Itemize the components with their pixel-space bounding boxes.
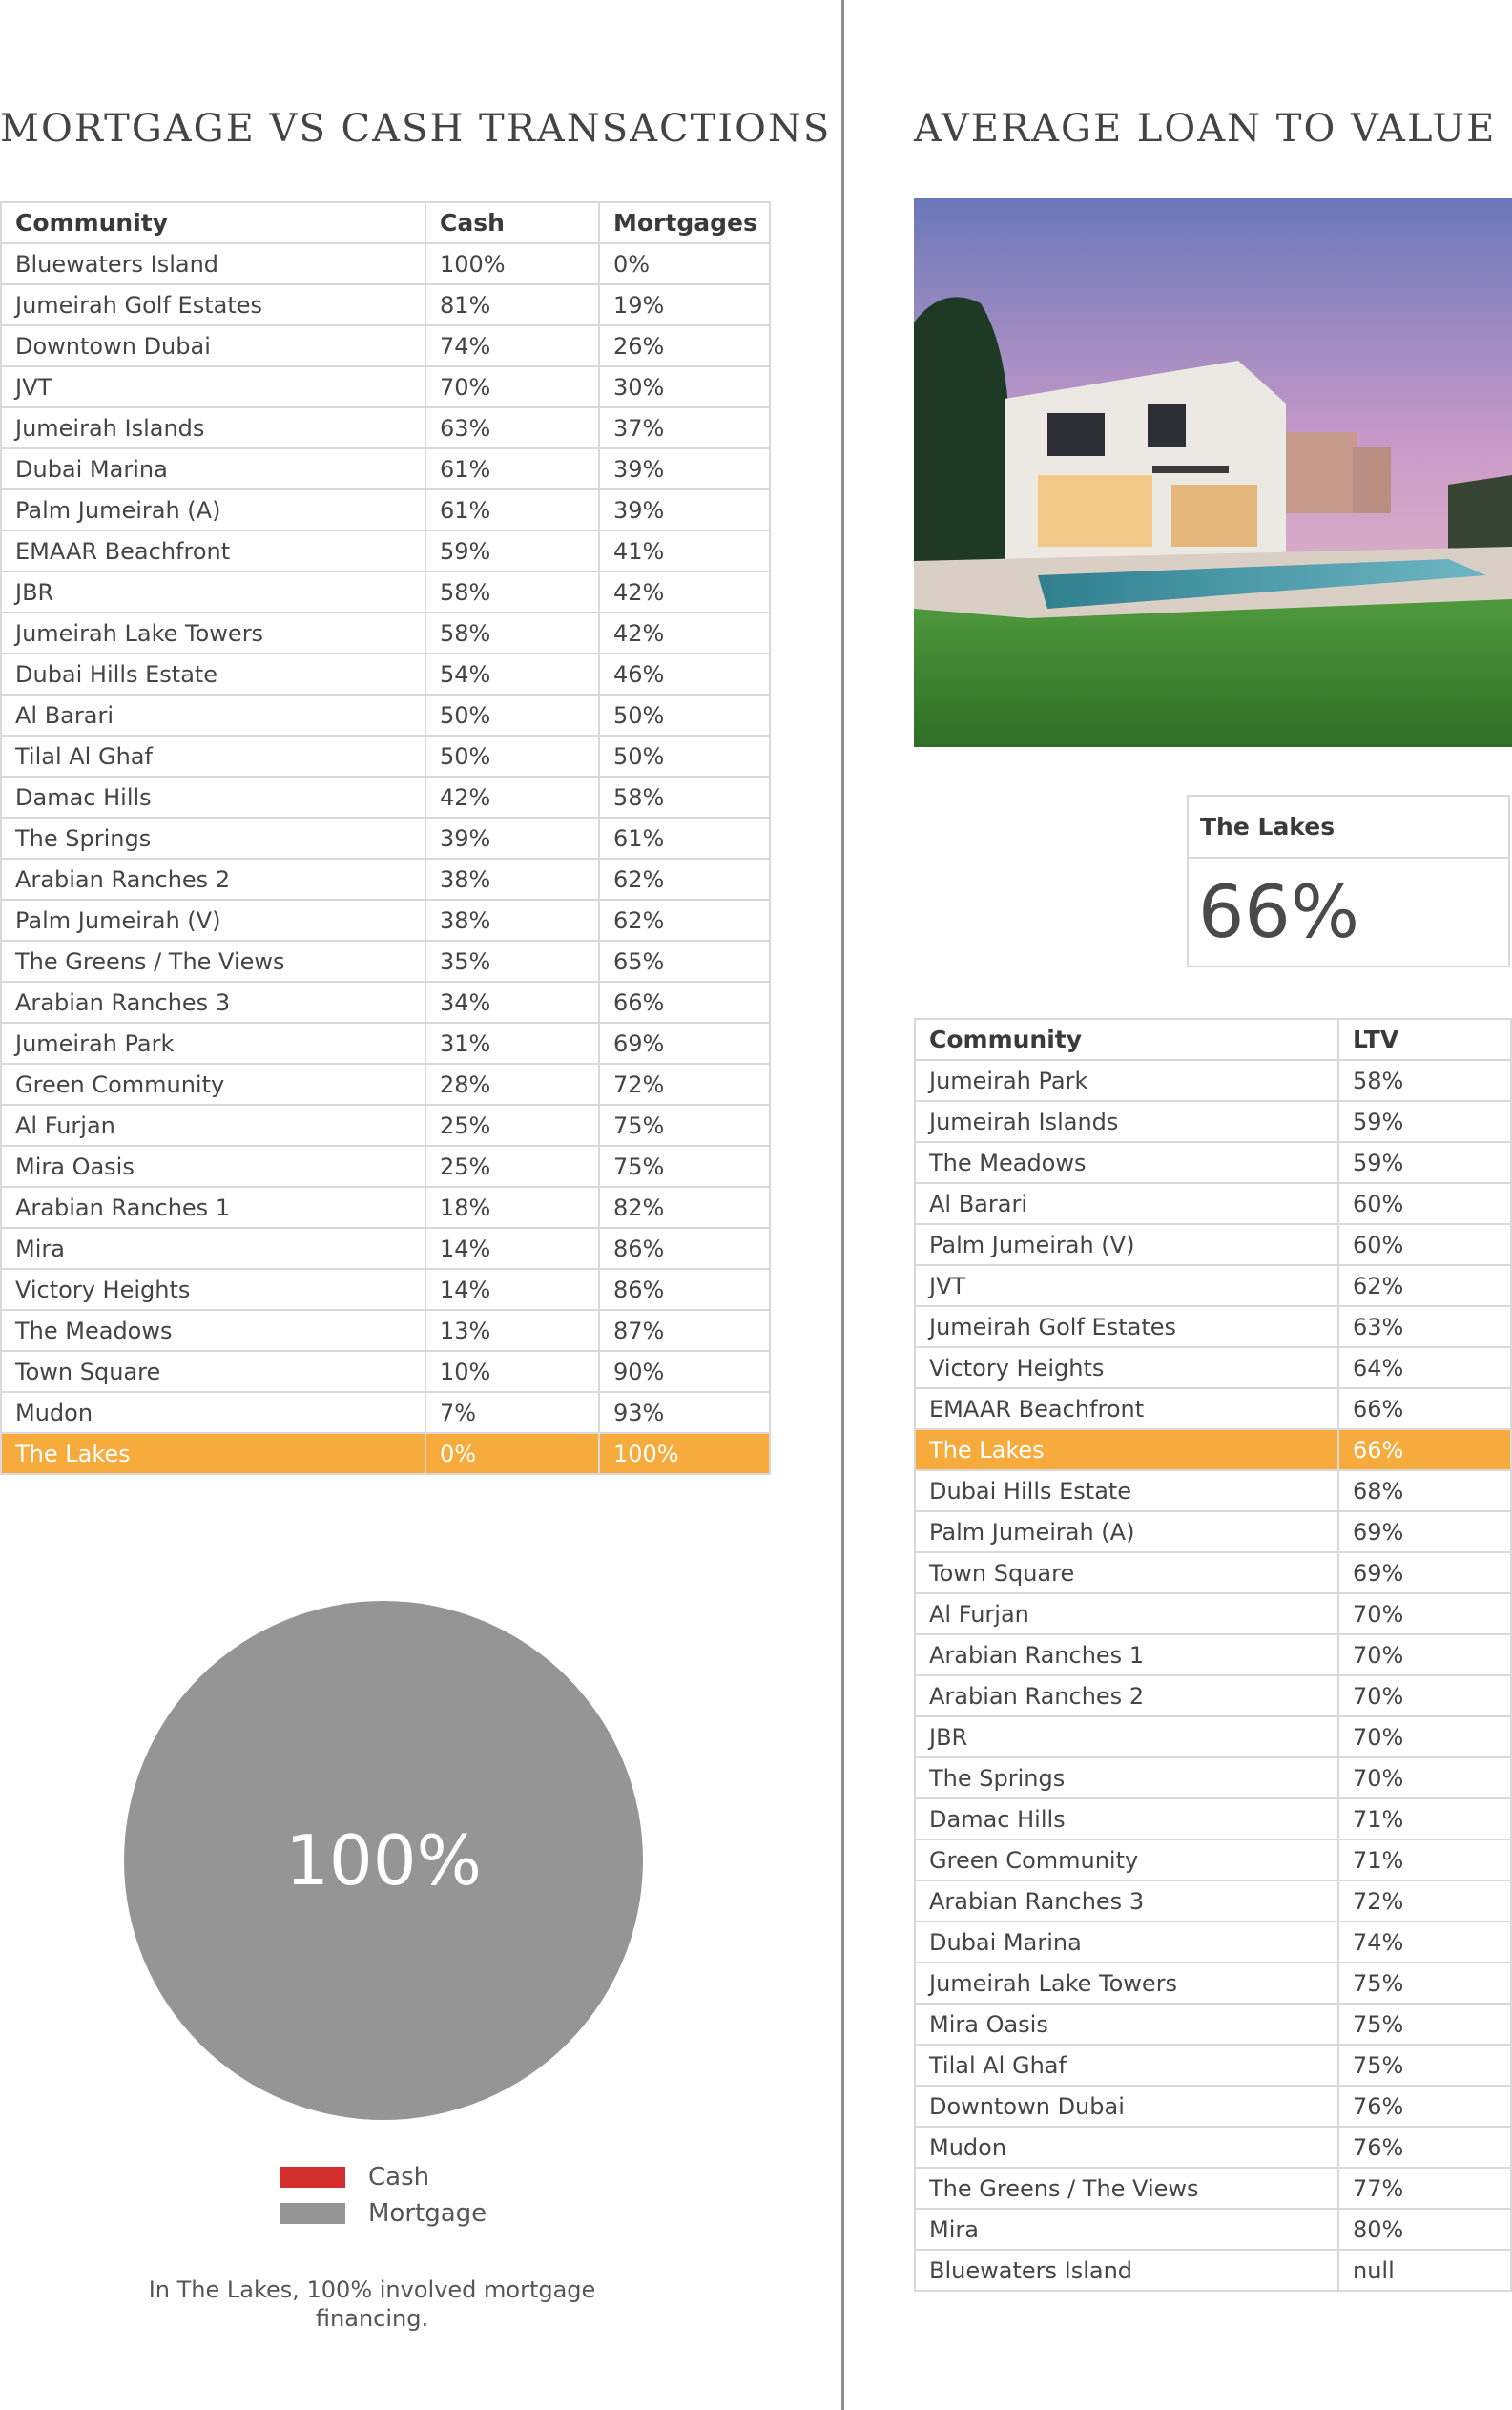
value-cell: 54% (425, 654, 599, 695)
table-row (1, 777, 770, 818)
table-row (915, 1839, 1511, 1880)
value-cell: 59% (1338, 1101, 1511, 1142)
value-cell: 75% (1338, 2004, 1511, 2045)
community-cell: Palm Jumeirah (V) (1, 900, 425, 941)
table-row (1, 736, 770, 777)
value-cell: 70% (425, 366, 599, 407)
community-cell: Jumeirah Islands (915, 1101, 1338, 1142)
community-cell: Dubai Marina (915, 1922, 1338, 1963)
table-row (915, 1511, 1511, 1552)
table-row (915, 1142, 1511, 1183)
value-cell: 62% (1338, 1265, 1511, 1306)
community-cell: Arabian Ranches 2 (1, 859, 425, 900)
value-cell: 26% (599, 325, 770, 366)
table-row (1, 243, 770, 284)
community-cell: Mudon (1, 1392, 425, 1433)
table-row (1, 613, 770, 654)
value-cell: 71% (1338, 1798, 1511, 1839)
table-row (1, 1433, 770, 1474)
value-cell: 66% (599, 982, 770, 1023)
table-row (1, 530, 770, 571)
value-cell: 61% (425, 448, 599, 489)
value-cell: 18% (425, 1187, 599, 1228)
value-cell: 37% (599, 407, 770, 448)
value-cell: 58% (599, 777, 770, 818)
value-cell: 31% (425, 1023, 599, 1064)
table-row (915, 1101, 1511, 1142)
value-cell: 72% (1338, 1880, 1511, 1922)
value-cell: 86% (599, 1269, 770, 1310)
the-lakes-ltv-card (1187, 795, 1510, 967)
value-cell: 68% (1338, 1470, 1511, 1511)
table-row (1, 1228, 770, 1269)
value-cell: 65% (599, 941, 770, 982)
value-cell: 75% (1338, 2045, 1511, 2086)
value-cell: 70% (1338, 1675, 1511, 1716)
value-cell: 30% (599, 366, 770, 407)
table-row (1, 366, 770, 407)
community-cell: Palm Jumeirah (A) (1, 489, 425, 530)
table-row (1, 982, 770, 1023)
legend-label: Cash (368, 2163, 430, 2192)
community-cell: The Springs (1, 818, 425, 859)
value-cell: 58% (1338, 1060, 1511, 1101)
value-cell: 39% (425, 818, 599, 859)
legend-item-mortgage (280, 2195, 487, 2232)
community-cell: JVT (915, 1265, 1338, 1306)
mortgage-vs-cash-heading: MORTGAGE VS CASH TRANSACTIONS (0, 107, 832, 151)
community-cell: The Lakes (915, 1429, 1338, 1470)
value-cell: 39% (599, 489, 770, 530)
average-ltv-heading: AVERAGE LOAN TO VALUE (914, 107, 1497, 151)
community-cell: Arabian Ranches 3 (1, 982, 425, 1023)
column-divider (841, 0, 844, 2410)
community-cell: The Greens / The Views (1, 941, 425, 982)
table-row (915, 1265, 1511, 1306)
table-row (915, 1429, 1511, 1470)
column-header: Mortgages (599, 202, 770, 243)
value-cell: 86% (599, 1228, 770, 1269)
table-row (915, 2127, 1511, 2168)
value-cell: 63% (1338, 1306, 1511, 1347)
pie-legend (280, 2159, 487, 2232)
legend-item-cash (280, 2159, 487, 2195)
table-row (915, 2209, 1511, 2250)
community-cell: Bluewaters Island (1, 243, 425, 284)
pie-caption: In The Lakes, 100% involved mortgage financing. (148, 2276, 596, 2332)
value-cell: 75% (599, 1105, 770, 1146)
table-row (1, 1310, 770, 1351)
value-cell: 69% (1338, 1552, 1511, 1593)
table-row (915, 1388, 1511, 1429)
legend-label: Mortgage (368, 2199, 487, 2228)
table-row (915, 2004, 1511, 2045)
value-cell: 70% (1338, 1757, 1511, 1798)
community-cell: Jumeirah Park (915, 1060, 1338, 1101)
value-cell: 82% (599, 1187, 770, 1228)
community-cell: Green Community (915, 1839, 1338, 1880)
table-row (1, 654, 770, 695)
value-cell: 41% (599, 530, 770, 571)
community-cell: JVT (1, 366, 425, 407)
value-cell: 50% (425, 695, 599, 736)
value-cell: 74% (425, 325, 599, 366)
community-cell: EMAAR Beachfront (1, 530, 425, 571)
value-cell: 58% (425, 613, 599, 654)
community-cell: Arabian Ranches 1 (1, 1187, 425, 1228)
community-cell: Green Community (1, 1064, 425, 1105)
value-cell: 75% (1338, 1963, 1511, 2004)
table-row (1, 941, 770, 982)
legend-swatch-cash (280, 2167, 345, 2188)
table-row (915, 1634, 1511, 1675)
community-cell: The Lakes (1, 1433, 425, 1474)
community-cell: Al Barari (915, 1183, 1338, 1224)
value-cell: 50% (599, 695, 770, 736)
community-cell: Tilal Al Ghaf (1, 736, 425, 777)
value-cell: 28% (425, 1064, 599, 1105)
column-header: Cash (425, 202, 599, 243)
value-cell: 87% (599, 1310, 770, 1351)
table-header-row (915, 1019, 1511, 1060)
value-cell: 71% (1338, 1839, 1511, 1880)
table-row (915, 1306, 1511, 1347)
table-row (915, 1716, 1511, 1757)
table-row (1, 1269, 770, 1310)
community-cell: Arabian Ranches 3 (915, 1880, 1338, 1922)
value-cell: 61% (599, 818, 770, 859)
value-cell: 0% (599, 243, 770, 284)
community-cell: Tilal Al Ghaf (915, 2045, 1338, 2086)
value-cell: 25% (425, 1146, 599, 1187)
value-cell: 7% (425, 1392, 599, 1433)
value-cell: 100% (599, 1433, 770, 1474)
column-header: Community (915, 1019, 1338, 1060)
table-row (1, 284, 770, 325)
table-row (915, 1963, 1511, 2004)
value-cell: 42% (599, 613, 770, 654)
table-row (1, 1351, 770, 1392)
table-row (1, 571, 770, 613)
community-cell: Dubai Marina (1, 448, 425, 489)
community-cell: EMAAR Beachfront (915, 1388, 1338, 1429)
value-cell: 38% (425, 900, 599, 941)
value-cell: 77% (1338, 2168, 1511, 2209)
value-cell: 76% (1338, 2127, 1511, 2168)
table-row (1, 1187, 770, 1228)
value-cell: 74% (1338, 1922, 1511, 1963)
community-cell: Town Square (1, 1351, 425, 1392)
value-cell: 81% (425, 284, 599, 325)
value-cell: 46% (599, 654, 770, 695)
community-cell: Jumeirah Lake Towers (1, 613, 425, 654)
value-cell: 75% (599, 1146, 770, 1187)
table-row (1, 695, 770, 736)
community-cell: Jumeirah Golf Estates (915, 1306, 1338, 1347)
community-cell: Mira Oasis (915, 2004, 1338, 2045)
value-cell: 63% (425, 407, 599, 448)
table-row (1, 489, 770, 530)
table-row (915, 1757, 1511, 1798)
table-row (915, 1922, 1511, 1963)
community-cell: The Meadows (1, 1310, 425, 1351)
community-cell: Arabian Ranches 1 (915, 1634, 1338, 1675)
value-cell: 13% (425, 1310, 599, 1351)
table-row (1, 407, 770, 448)
table-row (1, 1392, 770, 1433)
table-header-row (1, 202, 770, 243)
value-cell: 38% (425, 859, 599, 900)
community-cell: Downtown Dubai (915, 2086, 1338, 2127)
community-cell: Al Furjan (915, 1593, 1338, 1634)
value-cell: 19% (599, 284, 770, 325)
community-cell: Damac Hills (915, 1798, 1338, 1839)
value-cell: 70% (1338, 1634, 1511, 1675)
table-row (1, 448, 770, 489)
community-cell: Palm Jumeirah (A) (915, 1511, 1338, 1552)
community-cell: Jumeirah Golf Estates (1, 284, 425, 325)
value-cell: 66% (1338, 1388, 1511, 1429)
value-cell: 90% (599, 1351, 770, 1392)
community-cell: The Meadows (915, 1142, 1338, 1183)
community-cell: Victory Heights (1, 1269, 425, 1310)
community-cell: Dubai Hills Estate (1, 654, 425, 695)
community-cell: JBR (915, 1716, 1338, 1757)
value-cell: 69% (1338, 1511, 1511, 1552)
community-cell: Al Furjan (1, 1105, 425, 1146)
table-row (1, 818, 770, 859)
table-row (915, 1183, 1511, 1224)
value-cell: 93% (599, 1392, 770, 1433)
value-cell: 70% (1338, 1716, 1511, 1757)
table-row (915, 1552, 1511, 1593)
value-cell: 72% (599, 1064, 770, 1105)
value-cell: 76% (1338, 2086, 1511, 2127)
community-cell: Mudon (915, 2127, 1338, 2168)
kpi-label: The Lakes (1189, 797, 1508, 859)
table-row (915, 1798, 1511, 1839)
value-cell: 39% (599, 448, 770, 489)
table-row (1, 1064, 770, 1105)
ltv-table (914, 1018, 1512, 2292)
table-row (915, 1060, 1511, 1101)
value-cell: 70% (1338, 1593, 1511, 1634)
value-cell: 58% (425, 571, 599, 613)
value-cell: 25% (425, 1105, 599, 1146)
value-cell: 34% (425, 982, 599, 1023)
value-cell: 35% (425, 941, 599, 982)
table-row (915, 2086, 1511, 2127)
table-row (915, 1880, 1511, 1922)
value-cell: null (1338, 2250, 1511, 2291)
value-cell: 59% (425, 530, 599, 571)
community-cell: Palm Jumeirah (V) (915, 1224, 1338, 1265)
community-cell: Jumeirah Lake Towers (915, 1963, 1338, 2004)
community-cell: Bluewaters Island (915, 2250, 1338, 2291)
table-row (1, 1146, 770, 1187)
pie-center-label: 100% (285, 1820, 482, 1901)
community-cell: The Greens / The Views (915, 2168, 1338, 2209)
community-cell: Mira Oasis (1, 1146, 425, 1187)
table-row (1, 900, 770, 941)
value-cell: 50% (599, 736, 770, 777)
table-row (915, 1224, 1511, 1265)
value-cell: 60% (1338, 1224, 1511, 1265)
table-row (915, 2168, 1511, 2209)
community-cell: Jumeirah Park (1, 1023, 425, 1064)
value-cell: 100% (425, 243, 599, 284)
value-cell: 62% (599, 859, 770, 900)
value-cell: 80% (1338, 2209, 1511, 2250)
community-cell: Downtown Dubai (1, 325, 425, 366)
value-cell: 64% (1338, 1347, 1511, 1388)
community-cell: Town Square (915, 1552, 1338, 1593)
community-cell: Al Barari (1, 695, 425, 736)
table-row (1, 1023, 770, 1064)
table-row (1, 1105, 770, 1146)
table-row (915, 1347, 1511, 1388)
community-cell: Dubai Hills Estate (915, 1470, 1338, 1511)
value-cell: 10% (425, 1351, 599, 1392)
community-cell: Mira (1, 1228, 425, 1269)
value-cell: 50% (425, 736, 599, 777)
community-cell: Mira (915, 2209, 1338, 2250)
legend-swatch-mortgage (280, 2203, 345, 2224)
community-cell: Arabian Ranches 2 (915, 1675, 1338, 1716)
value-cell: 42% (425, 777, 599, 818)
column-header: LTV (1338, 1019, 1511, 1060)
kpi-value: 66% (1198, 869, 1359, 954)
table-row (915, 1675, 1511, 1716)
value-cell: 59% (1338, 1142, 1511, 1183)
community-cell: The Springs (915, 1757, 1338, 1798)
table-row (915, 2045, 1511, 2086)
table-row (1, 325, 770, 366)
value-cell: 60% (1338, 1183, 1511, 1224)
villa-photo (914, 198, 1512, 747)
value-cell: 42% (599, 571, 770, 613)
table-row (915, 2250, 1511, 2291)
value-cell: 69% (599, 1023, 770, 1064)
mortgage-cash-table (0, 201, 771, 1475)
community-cell: JBR (1, 571, 425, 613)
community-cell: Damac Hills (1, 777, 425, 818)
value-cell: 0% (425, 1433, 599, 1474)
community-cell: Jumeirah Islands (1, 407, 425, 448)
table-row (915, 1470, 1511, 1511)
value-cell: 66% (1338, 1429, 1511, 1470)
table-row (1, 859, 770, 900)
column-header: Community (1, 202, 425, 243)
community-cell: Victory Heights (915, 1347, 1338, 1388)
value-cell: 14% (425, 1228, 599, 1269)
value-cell: 14% (425, 1269, 599, 1310)
value-cell: 62% (599, 900, 770, 941)
table-row (915, 1593, 1511, 1634)
value-cell: 61% (425, 489, 599, 530)
